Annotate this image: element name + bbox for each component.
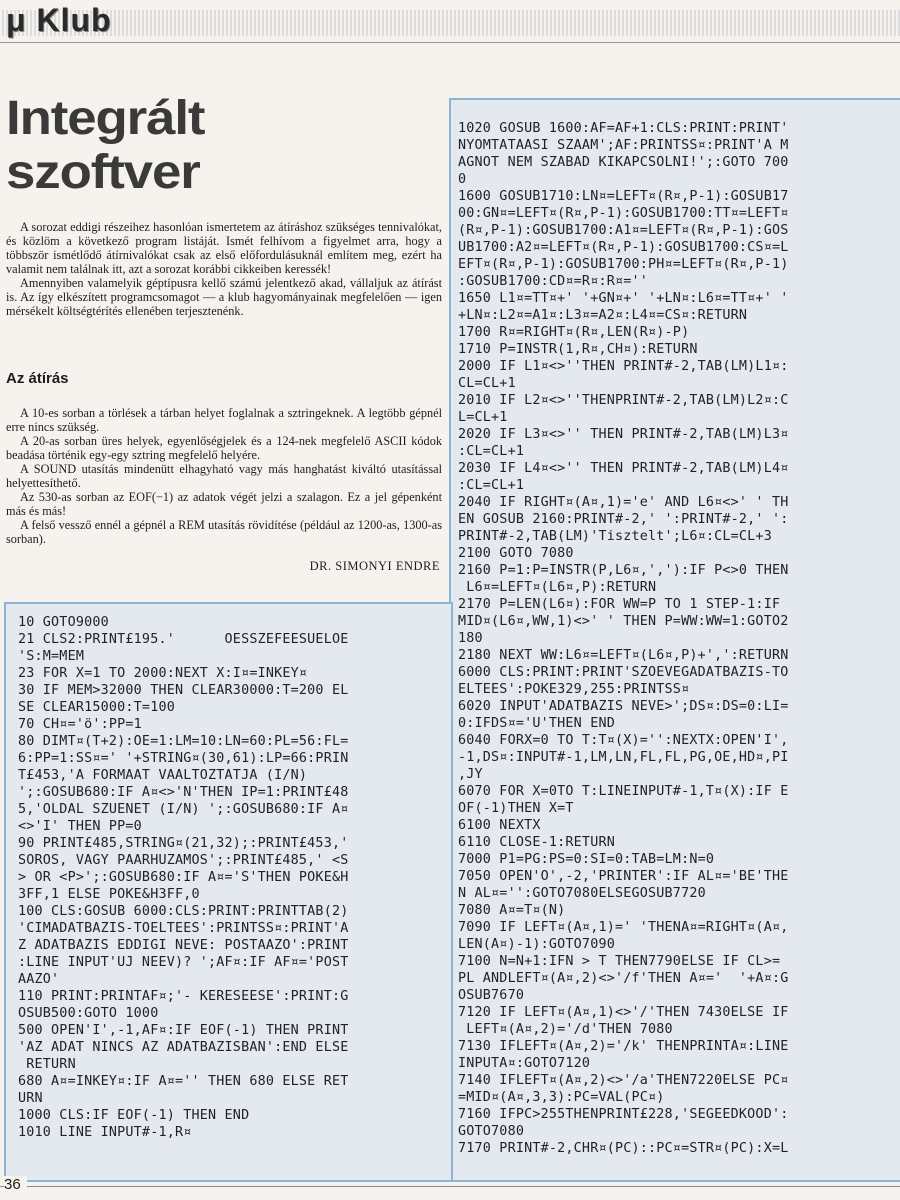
code-line: 7000 P1=PG:PS=0:SI=0:TAB=LM:N=0: [458, 852, 715, 867]
code-line: L=CL+1: [458, 410, 508, 425]
article-intro: [6, 220, 442, 318]
code-line: 500 OPEN'I',-1,AF¤:IF EOF(-1) THEN PRINT: [18, 1023, 349, 1038]
code-line: :GOSUB1700:CD¤=R¤:R¤='': [458, 274, 649, 289]
code-line: SOROS, VAGY PAARHUZAMOS';:PRINT£485,' <S: [18, 853, 349, 868]
code-lines: [451, 100, 900, 1157]
code-line: 7100 N=N+1:IFN > T THEN7790ELSE IF CL>=: [458, 954, 781, 969]
code-line: 110 PRINT:PRINTAF¤;'- KERESEESE':PRINT:G: [18, 989, 349, 1004]
code-line: 70 CH¤='ö':PP=1: [18, 717, 142, 732]
title-line: Integrált: [6, 92, 205, 145]
code-line: 'AZ ADAT NINCS AZ ADATBAZISBAN':END ELSE: [18, 1040, 349, 1055]
section-paragraph: A felső vessző ennél a gépnél a REM utasítás rövidítése (például az 1200-as, 1300-as sorban).: [6, 518, 442, 546]
code-line: 2160 P=1:P=INSTR(P,L6¤,','):IF P<>0 THEN: [458, 563, 789, 578]
intro-paragraph: Amennyiben valamelyik géptípusra kellő számú jelentkező akad, vállaljuk az átírást is. Az így elkészített programcsomagot — a klub hagyományainak megfelelően — igen mérsékelt költségtérítés ellenében terjesztenénk.: [6, 276, 442, 318]
code-line: 6020 INPUT'ADATBAZIS NEVE>';DS¤:DS=0:LI=: [458, 699, 789, 714]
code-line: MID¤(L6¤,WW,1)<>' ' THEN P=WW:WW=1:GOTO2: [458, 614, 789, 629]
code-line: ELTEES':POKE329,255:PRINTSS¤: [458, 682, 690, 697]
code-line: LEFT¤(A¤,2)='/d'THEN 7080: [458, 1022, 673, 1037]
code-line: :CL=CL+1: [458, 444, 525, 459]
footer-rule: [0, 1186, 900, 1187]
code-line: 80 DIMT¤(T+2):OE=1:LM=10:LN=60:PL=56:FL=: [18, 734, 349, 749]
title-line: szoftver: [6, 146, 200, 199]
code-line: ';:GOSUB680:IF A¤<>'N'THEN IP=1:PRINT£48: [18, 785, 349, 800]
code-line: 7120 IF LEFT¤(A¤,1)<>'/'THEN 7430ELSE IF: [458, 1005, 789, 1020]
code-line: SE CLEAR15000:T=100: [18, 700, 175, 715]
code-line: 7140 IFLEFT¤(A¤,2)<>'/a'THEN7220ELSE PC¤: [458, 1073, 789, 1088]
section-paragraph: A 20-as sorban üres helyek, egyenlőségjelek és a 124-nek megfelelő ASCII kódok beadása történik egy-egy sztring megfelelő helyére.: [6, 434, 442, 462]
code-line: 1010 LINE INPUT#-1,R¤: [18, 1125, 192, 1140]
code-line: 2000 IF L1¤<>''THEN PRINT#-2,TAB(LM)L1¤:: [458, 359, 789, 374]
code-line: (R¤,P-1):GOSUB1700:A1¤=LEFT¤(R¤,P-1):GOS: [458, 223, 789, 238]
code-line: :CL=CL+1: [458, 478, 525, 493]
header-band: [0, 10, 900, 36]
code-line: RETURN: [18, 1057, 76, 1072]
code-line: 00:GN¤=LEFT¤(R¤,P-1):GOSUB1700:TT¤=LEFT¤: [458, 206, 789, 221]
code-line: 7080 A¤=T¤(N): [458, 903, 566, 918]
code-line: +LN¤:L2¤=A1¤:L3¤=A2¤:L4¤=CS¤:RETURN: [458, 308, 748, 323]
code-line: 1700 R¤=RIGHT¤(R¤,LEN(R¤)-P): [458, 325, 690, 340]
code-line: OF(-1)THEN X=T: [458, 801, 574, 816]
code-line: 1650 L1¤=TT¤+' '+GN¤+' '+LN¤:L6¤=TT¤+' ': [458, 291, 789, 306]
code-line: 21 CLS2:PRINT£195.' OESSZEFEESUELOE: [18, 632, 349, 647]
code-line: 6110 CLOSE-1:RETURN: [458, 835, 615, 850]
code-line: 'S:M=MEM: [18, 649, 85, 664]
code-line: CL=CL+1: [458, 376, 516, 391]
section-heading: Az átírás: [6, 370, 69, 387]
code-line: 6040 FORX=0 TO T:T¤(X)='':NEXTX:OPEN'I',: [458, 733, 789, 748]
code-line: T£453,'A FORMAAT VAALTOZTATJA (I/N): [18, 768, 308, 783]
code-line: :LINE INPUT'UJ NEEV)? ';AF¤:IF AF¤='POST: [18, 955, 349, 970]
page-number: 36: [4, 1176, 27, 1193]
code-line: 10 GOTO9000: [18, 615, 109, 630]
code-line: EN GOSUB 2160:PRINT#-2,' ':PRINT#-2,' ':: [458, 512, 789, 527]
code-line: UB1700:A2¤=LEFT¤(R¤,P-1):GOSUB1700:CS¤=L: [458, 240, 789, 255]
code-line: 2020 IF L3¤<>'' THEN PRINT#-2,TAB(LM)L3¤: [458, 427, 789, 442]
code-line: 100 CLS:GOSUB 6000:CLS:PRINT:PRINTTAB(2): [18, 904, 349, 919]
code-line: 3FF,1 ELSE POKE&H3FF,0: [18, 887, 200, 902]
code-line: 6070 FOR X=0TO T:LINEINPUT#-1,T¤(X):IF E: [458, 784, 789, 799]
code-line: PL ANDLEFT¤(A¤,2)<>'/f'THEN A¤=' '+A¤:G: [458, 971, 789, 986]
code-line: 180: [458, 631, 483, 646]
page-header: [0, 0, 900, 43]
code-line: 6:PP=1:SS¤=' '+STRING¤(30,61):LP=66:PRIN: [18, 751, 349, 766]
code-line: N AL¤='':GOTO7080ELSEGOSUB7720: [458, 886, 706, 901]
code-line: -1,DS¤:INPUT#-1,LM,LN,FL,FL,PG,OE,HD¤,PI: [458, 750, 789, 765]
code-line: 1000 CLS:IF EOF(-1) THEN END: [18, 1108, 250, 1123]
code-listing-left: [4, 602, 453, 1182]
code-line: 2180 NEXT WW:L6¤=LEFT¤(L6¤,P)+',':RETURN: [458, 648, 789, 663]
section-paragraph: A 10-es sorban a törlések a tárban helyet foglalnak a sztringeknek. A legtöbb gépnél erre nincs szükség.: [6, 406, 442, 434]
code-line: 7130 IFLEFT¤(A¤,2)='/k' THENPRINTA¤:LINE: [458, 1039, 789, 1054]
code-line: PRINT#-2,TAB(LM)'Tisztelt';L6¤:CL=CL+3: [458, 529, 772, 544]
code-line: L6¤=LEFT¤(L6¤,P):RETURN: [458, 580, 657, 595]
code-line: 2040 IF RIGHT¤(A¤,1)='e' AND L6¤<>' ' TH: [458, 495, 789, 510]
code-line: 680 A¤=INKEY¤:IF A¤='' THEN 680 ELSE RET: [18, 1074, 349, 1089]
code-line: NYOMTATAASI SZAAM';AF:PRINTSS¤:PRINT'A M: [458, 138, 789, 153]
code-lines: [6, 604, 451, 1141]
code-line: EFT¤(R¤,P-1):GOSUB1700:PH¤=LEFT¤(R¤,P-1): [458, 257, 789, 272]
code-line: 1020 GOSUB 1600:AF=AF+1:CLS:PRINT:PRINT': [458, 121, 789, 136]
code-line: AGNOT NEM SZABAD KIKAPCSOLNI!';:GOTO 700: [458, 155, 789, 170]
code-line: 2030 IF L4¤<>'' THEN PRINT#-2,TAB(LM)L4¤: [458, 461, 789, 476]
code-line: AAZO': [18, 972, 60, 987]
code-line: 30 IF MEM>32000 THEN CLEAR30000:T=200 EL: [18, 683, 349, 698]
code-line: 5,'OLDAL SZUENET (I/N) ';:GOSUB680:IF A¤: [18, 802, 349, 817]
code-line: URN: [18, 1091, 43, 1106]
code-line: 7170 PRINT#-2,CHR¤(PC)::PC¤=STR¤(PC):X=L: [458, 1141, 789, 1156]
code-line: 90 PRINT£485,STRING¤(21,32);:PRINT£453,': [18, 836, 349, 851]
article-title: [6, 92, 468, 200]
code-line: 2170 P=LEN(L6¤):FOR WW=P TO 1 STEP-1:IF: [458, 597, 781, 612]
code-line: 7050 OPEN'O',-2,'PRINTER':IF AL¤='BE'THE: [458, 869, 789, 884]
code-line: 1710 P=INSTR(1,R¤,CH¤):RETURN: [458, 342, 698, 357]
code-line: Z ADATBAZIS EDDIGI NEVE: POSTAAZO':PRINT: [18, 938, 349, 953]
code-line: 6000 CLS:PRINT:PRINT'SZOEVEGADATBAZIS-TO: [458, 665, 789, 680]
code-line: 1600 GOSUB1710:LN¤=LEFT¤(R¤,P-1):GOSUB17: [458, 189, 789, 204]
code-line: INPUTA¤:GOTO7120: [458, 1056, 591, 1071]
code-line: LEN(A¤)-1):GOTO7090: [458, 937, 615, 952]
code-line: 0: [458, 172, 467, 187]
code-line: > OR <P>';:GOSUB680:IF A¤='S'THEN POKE&H: [18, 870, 349, 885]
code-line: 'CIMADATBAZIS-TOELTEES':PRINTSS¤:PRINT'A: [18, 921, 349, 936]
code-line: 2010 IF L2¤<>''THENPRINT#-2,TAB(LM)L2¤:C: [458, 393, 789, 408]
code-line: =MID¤(A¤,3,3):PC=VAL(PC¤): [458, 1090, 665, 1105]
code-listing-right: [449, 98, 900, 1182]
code-line: OSUB7670: [458, 988, 525, 1003]
article-author: DR. SIMONYI ENDRE: [309, 559, 440, 573]
code-line: 7090 IF LEFT¤(A¤,1)=' 'THENA¤=RIGHT¤(A¤,: [458, 920, 789, 935]
code-line: ,JY: [458, 767, 483, 782]
magazine-logo: μ Klub: [6, 2, 112, 38]
intro-paragraph: A sorozat eddigi részeihez hasonlóan ismertetem az átíráshoz szükséges tennivalókat, és közlöm a következő program listáját. Ismét felhívom a figyelmet arra, hogy a többször ismétlődő átírnivalókat csak az első előfordulásuknál említem meg, ezért ha valamit nem találnak itt, azt a sorozat korábbi cikkeiben keressék!: [6, 220, 442, 276]
code-line: GOTO7080: [458, 1124, 525, 1139]
section-paragraph: A SOUND utasítás mindenütt elhagyható vagy más hanghatást kiváltó utasítással helyettesíthető.: [6, 462, 442, 490]
code-line: 2100 GOTO 7080: [458, 546, 574, 561]
code-line: 6100 NEXTX: [458, 818, 541, 833]
code-line: <>'I' THEN PP=0: [18, 819, 142, 834]
code-line: 0:IFDS¤='U'THEN END: [458, 716, 615, 731]
section-body: [6, 406, 442, 546]
code-line: OSUB500:GOTO 1000: [18, 1006, 159, 1021]
code-line: 7160 IFPC>255THENPRINT£228,'SEGEEDKOOD':: [458, 1107, 789, 1122]
section-paragraph: Az 530-as sorban az EOF(−1) az adatok végét jelzi a szalagon. Ez a jel gépenként más és más!: [6, 490, 442, 518]
code-line: 23 FOR X=1 TO 2000:NEXT X:I¤=INKEY¤: [18, 666, 308, 681]
